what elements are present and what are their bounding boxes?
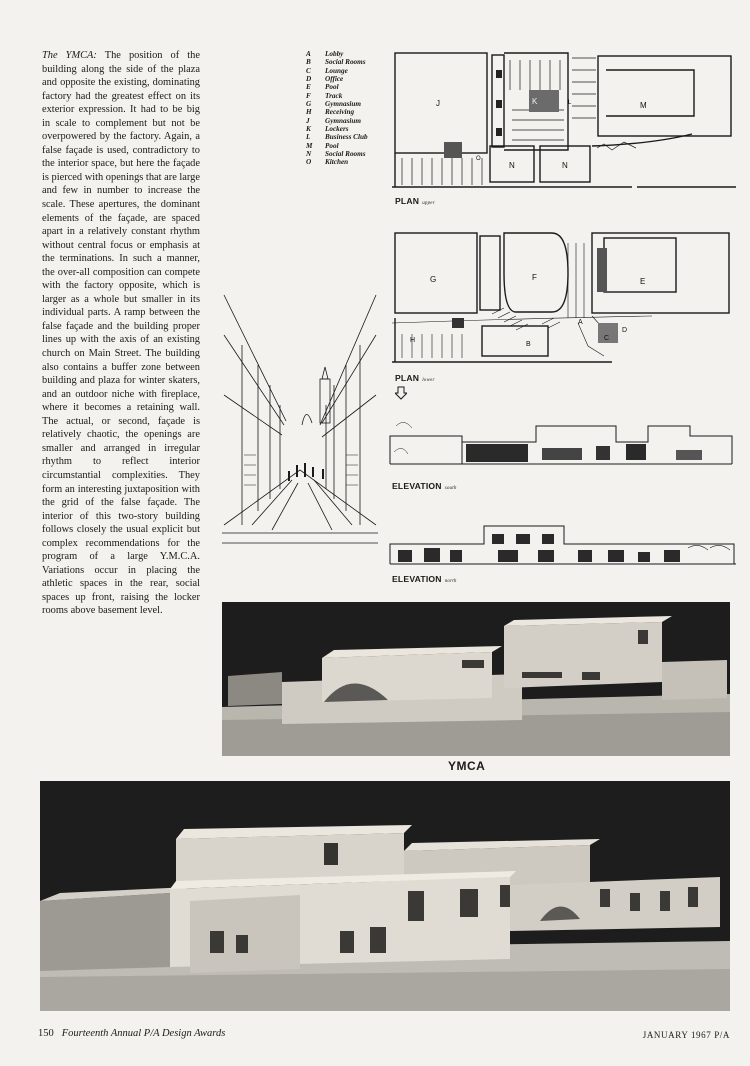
article-lead: The YMCA: [42, 50, 97, 61]
model-photo-image [222, 602, 730, 756]
article-paragraph: The position of the building along the side of the plaza and opposite the existing, dominating factory had the greatest effect on its exterior expression. It had to be big in scale to complement but not be overpowered by the factory. Again, a false façade is used, contradictory to the interior space, but here the façade is pierced with openings that are large and few in number to increase the scale. These apertures, the dominant elements of the façade, are spaced apart in a relatively constant rhythm without central focus or emphasis at the terminations. In such a manner, the over-all composition can compete with the factory opposite, which is larger as a whole but smaller in its individual parts. A ramp between the false façade and the building proper lines up with the axis of an existing church on Main Street. The building also contains a buffer zone between building and plaza for winter skaters, and an outdoor niche with fireplace, where it becomes a retaining wall. The actual, or second, façade is relatively chaotic, the openings are smaller and arranged in irregular rhythm to reflect interior circumstantial complexities. They form an interesting juxtaposition with the grid of the false façade. The interior of this two-story building follows closely the usual explicit but complex recommendations for the program of a large Y.M.C.A. Variations occur in placing the athletic spaces in the rear, social spaces up front, raising the locker rooms above basement level. [42, 50, 200, 617]
legend-key: F [306, 91, 311, 100]
plan-upper-sublabel: upper [422, 201, 435, 206]
legend-label: Business Club [325, 133, 368, 142]
legend-row [306, 125, 368, 133]
room-label: C [604, 335, 610, 342]
room-label: L [568, 100, 572, 106]
room-label: G [430, 275, 437, 284]
plan-upper-drawing [392, 50, 736, 190]
legend-key: J [306, 116, 310, 125]
plan-lower-label: PLAN [395, 373, 420, 383]
legend-row [306, 117, 368, 125]
plan-upper-label: PLAN [395, 196, 420, 206]
legend-row [306, 75, 368, 83]
room-label: O [476, 156, 481, 162]
legend-key: L [306, 133, 311, 142]
legend-label: Pool [325, 83, 339, 92]
legend-key: B [306, 58, 311, 67]
elevation-south-drawing [386, 414, 736, 470]
legend-row [306, 58, 368, 66]
publication-title: Fourteenth Annual P/A Design Awards [61, 1028, 226, 1039]
page-footer-left [38, 1028, 225, 1039]
legend-key: H [306, 108, 312, 117]
room-label: H [410, 337, 416, 344]
plan-upper-title [395, 196, 435, 206]
legend-key: A [306, 50, 311, 58]
north-arrow-icon [395, 386, 407, 400]
room-label: F [532, 273, 537, 282]
legend-label: Receiving [325, 108, 355, 117]
article-body [42, 49, 200, 618]
legend-label: Gymnasium [325, 116, 361, 125]
elevation-north-sublabel: north [444, 579, 457, 584]
room-label: J [436, 99, 440, 108]
elevation-north-label: ELEVATION [392, 574, 442, 584]
room-label: B [526, 341, 531, 348]
elevation-south-title [392, 481, 457, 491]
legend-row [306, 83, 368, 91]
legend-label: Social Rooms [325, 150, 366, 159]
legend-row [306, 158, 368, 166]
legend-label: Lobby [325, 50, 344, 58]
plan-lower-sublabel: lower [422, 378, 435, 383]
room-label: D [622, 327, 628, 334]
legend-row [306, 92, 368, 100]
legend-label: Track [325, 91, 343, 100]
legend-key: G [306, 100, 312, 109]
room-legend [306, 50, 368, 167]
plan-lower-title [395, 373, 435, 383]
legend-row [306, 150, 368, 158]
model-photo-aerial [222, 602, 730, 756]
elevation-south-label: ELEVATION [392, 481, 442, 491]
legend-row [306, 100, 368, 108]
elevation-north-title [392, 574, 457, 584]
issue-date: JANUARY 1967 P/A [642, 1030, 730, 1040]
model-photo-street [40, 781, 730, 1011]
street-perspective-sketch [222, 275, 378, 553]
legend-row [306, 108, 368, 116]
room-label: M [640, 101, 647, 110]
plan-lower-drawing [392, 228, 736, 368]
room-label: K [532, 97, 538, 106]
legend-label: Social Rooms [325, 58, 366, 67]
legend-label: Kitchen [325, 158, 349, 167]
elevation-north-drawing [388, 514, 738, 570]
legend-label: Pool [325, 141, 339, 150]
room-label: E [640, 277, 646, 286]
legend-key: N [306, 150, 312, 159]
room-label: N [562, 161, 568, 170]
legend-key: C [306, 66, 311, 75]
room-label: N [509, 161, 515, 170]
legend-label: Lounge [325, 66, 348, 75]
legend-key: E [306, 83, 311, 92]
legend-key: K [306, 125, 311, 134]
legend-row [306, 133, 368, 141]
page-number: 150 [38, 1028, 54, 1039]
room-label: A [578, 319, 583, 326]
legend-key: M [306, 141, 313, 150]
legend-row [306, 67, 368, 75]
legend-row [306, 142, 368, 150]
legend-label: Gymnasium [325, 100, 361, 109]
photo-caption: YMCA [448, 759, 486, 773]
legend-row [306, 50, 368, 58]
legend-key: O [306, 158, 312, 167]
legend-label: Lockers [325, 125, 349, 134]
legend-key: D [306, 75, 312, 84]
legend-label: Office [325, 75, 344, 84]
model-photo-image [40, 781, 730, 1011]
elevation-south-sublabel: south [444, 486, 457, 491]
